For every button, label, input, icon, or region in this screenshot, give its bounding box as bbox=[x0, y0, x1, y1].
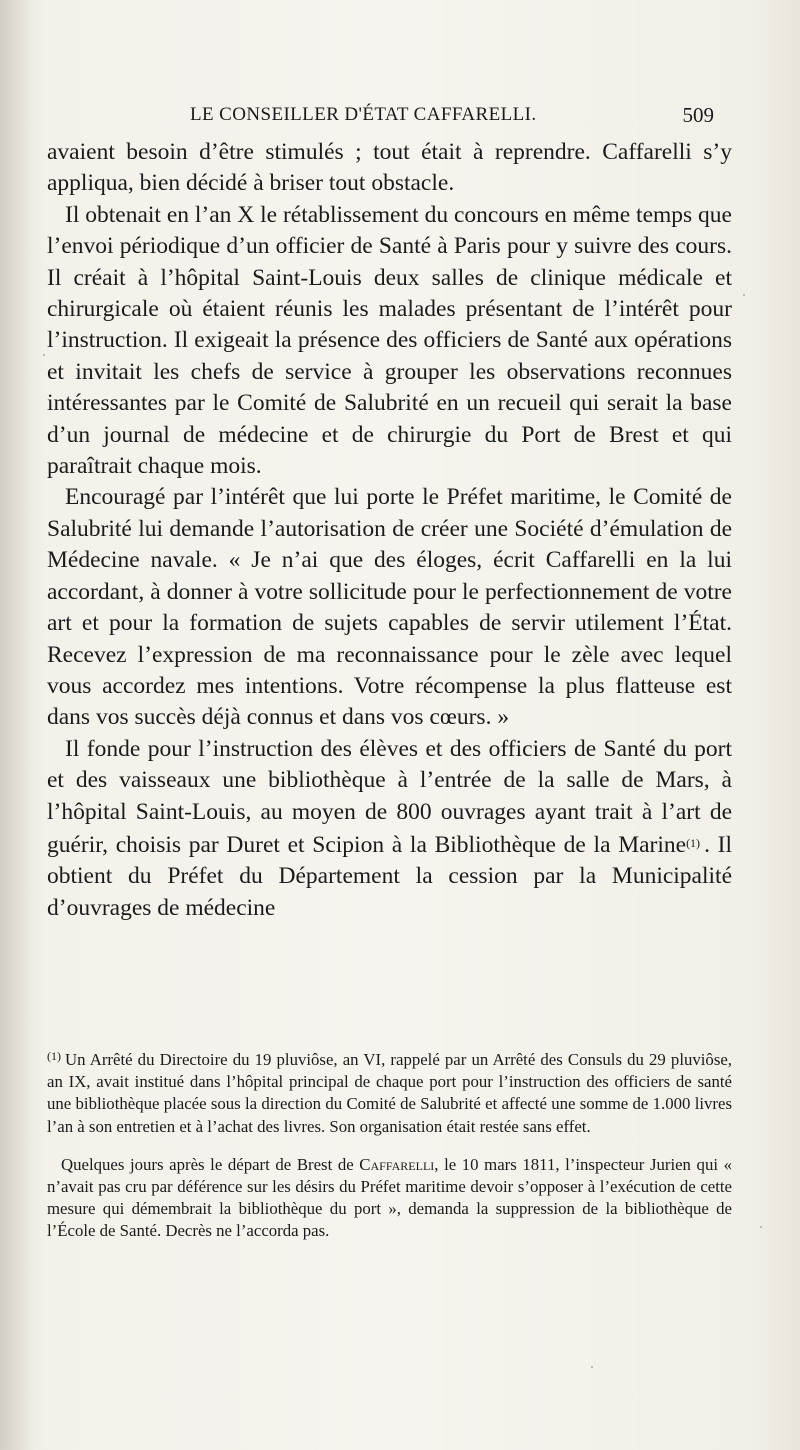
page-gutter-shadow bbox=[0, 0, 34, 1450]
paragraph-bibliotheque bbox=[47, 734, 732, 924]
running-header bbox=[0, 104, 800, 134]
paragraph-continuation: avaient besoin d’être stimulés ; tout était à reprendre. Caffarelli s’y appliqua, bien décidé à briser tout obstacle. bbox=[47, 139, 732, 197]
footnote-marker: (1) bbox=[47, 1049, 61, 1063]
paragraph-concours: Il obtenait en l’an X le rétablissement du concours en même temps que l’envoi périodique d’un officier de Santé à Paris pour y suivre des cours. Il créait à l’hôpital Saint-Louis deux salles de clinique médicale et chirurgicale où étaient réunis les malades présentant de l’intérêt pour l’instruction. Il exigeait la présence des officiers de Santé aux opérations et invitait les chefs de service à grouper les observations reconnues intéressantes par le Comité de Salubrité en un recueil qui serait la base d’un journal de médecine et de chirurgie du Port de Brest et qui paraîtrait chaque mois. bbox=[47, 201, 732, 480]
scan-speck bbox=[743, 294, 745, 296]
footnote-continuation bbox=[47, 1154, 732, 1243]
footnote-continuation-start: Quelques jours après le départ de Brest de bbox=[61, 1154, 360, 1174]
footnote-reference: (1) bbox=[686, 835, 701, 850]
paragraph-bibliotheque-end: . Il obtient du Préfet du Département la cession par la Municipalité d’ouvrages de médecine bbox=[47, 831, 732, 921]
paragraph-bibliotheque-start: Il fonde pour l’instruction des élèves et des officiers de Santé du port et des vaisseaux une bibliothèque à l’entrée de la salle de Mars, à l’hôpital Saint-Louis, au moyen de 800 ouvrages ayant trait à l’art de guérir, choisis par Duret et Scipion à la Bibliothèque de la Marine bbox=[47, 735, 732, 858]
footnotes bbox=[47, 1045, 732, 1243]
footnote-continuation-end: , le 10 mars 1811, l’inspecteur Jurien qui « n’avait pas cru par déférence sur les désirs du Préfet maritime devoir s’opposer à l’exécution de cette mesure qui démembrait la bibliothèque du port », demanda la suppression de la bibliothèque de l’École de Santé. Decrès ne l’accorda pas. bbox=[47, 1154, 732, 1241]
footnote-person-name: Caffarelli bbox=[359, 1154, 435, 1174]
footnote-1-text: Un Arrêté du Directoire du 19 pluviôse, an VI, rappelé par un Arrêté des Consuls du 29 pluviôse, an IX, avait institué dans l’hôpital principal de chaque port pour l’instruction des officiers de santé une bibliothèque placée sous la direction du Comité de Salubrité et affecté une somme de 1.000 livres l’an à son entretien et à l’achat des livres. Son organisation était restée sans effet. bbox=[47, 1050, 732, 1136]
footnote-1 bbox=[47, 1045, 732, 1138]
running-title: LE CONSEILLER D'ÉTAT CAFFARELLI. bbox=[190, 104, 537, 125]
main-text bbox=[47, 137, 732, 924]
paragraph-societe-emulation: Encouragé par l’intérêt que lui porte le Préfet maritime, le Comité de Salubrité lui demande l’autorisation de créer une Société d’émulation de Médecine navale. « Je n’ai que des éloges, écrit Caffarelli en la lui accordant, à donner à votre sollicitude pour le perfectionnement de votre art et pour la formation de sujets capables de servir utilement l’État. Recevez l’expression de ma reconnaissance pour le zèle avec lequel vous accordez mes intentions. Votre récompense la plus flatteuse est dans vos succès déjà connus et dans vos cœurs. » bbox=[47, 484, 732, 731]
scan-speck bbox=[43, 354, 45, 356]
scan-speck bbox=[591, 1366, 593, 1368]
page-number: 509 bbox=[682, 103, 714, 127]
scan-speck bbox=[760, 1226, 762, 1228]
